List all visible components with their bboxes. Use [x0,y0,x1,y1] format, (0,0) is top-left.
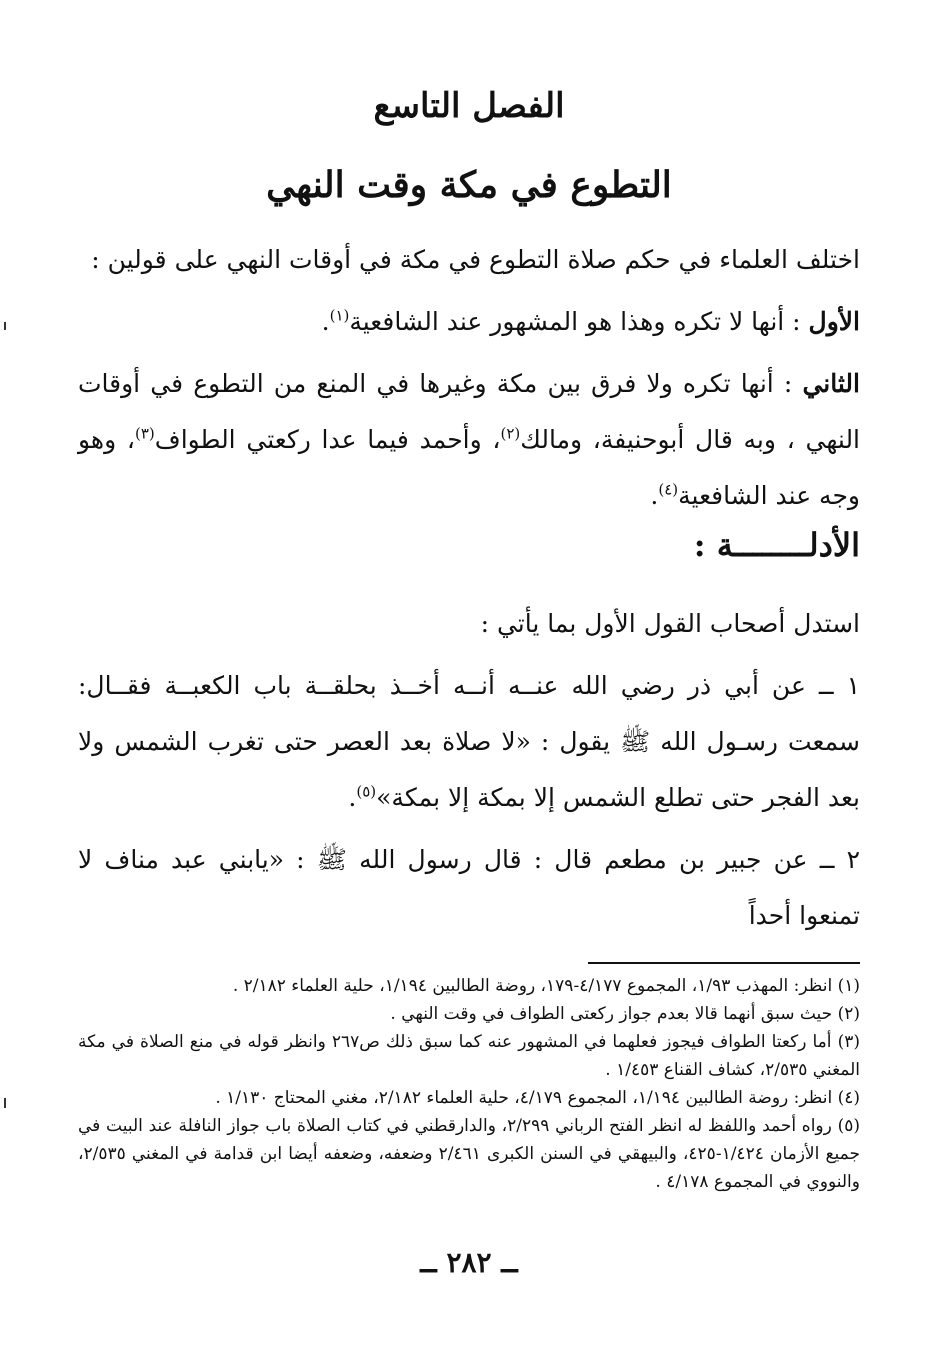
first-opinion-label: الأول [808,307,860,336]
evidence-heading: الأدلــــــــة : [693,526,860,564]
footnote-divider [588,962,860,964]
footnote-ref: (١) [329,306,350,325]
second-opinion: الثاني : أنها تكره ولا فرق بين مكة وغيرها في المنع من التطوع في أوقات النهي ، وبه قال أبوحنيفة، ومالك$^{(٢)}$، وأحمد فيما عدا ركعتي الطواف$^{(٣)}$، وهو وجه عند الشافعية$^{(٤)}$. [78,369,861,510]
first-opinion: الأول : أنها لا تكره وهذا هو المشهور عند الشافعية$^{(١)}$. [321,306,860,336]
footnote: (٥) رواه أحمد واللفظ له انظر الفتح الرباني ٢/٢٩٩، والدارقطني في كتاب الصلاة باب جواز النافلة عند البيت في جميع الأزمان ١/٤٢٤-٤٢٥، والبيهقي في السنن الكبرى ٢/٤٦١ وضعفه، وضعفه أيضا ابن قدامة في المغني ٢/٥٣٥، والنووي في المجموع ٤/١٧٨ . [78,1116,860,1192]
scan-mark [4,1098,6,1108]
page-number: ــ ٢٨٢ ــ [420,1246,518,1279]
footnotes [78,972,860,1196]
intro-paragraph: اختلف العلماء في حكم صلاة التطوع في مكة في أوقات النهي على قولين : [91,245,860,274]
evidence-block [78,596,860,950]
second-opinion-label: الثاني [802,369,860,398]
scan-mark [4,322,6,330]
chapter-title: الفصل التاسع [373,86,565,126]
footnote-ref: (٥) [356,782,377,801]
footnote: (١) انظر: المهذب ١/٩٣، المجموع ٤/١٧٧-١٧٩، روضة الطالبين ١/١٩٤، حلية العلماء ٢/١٨٢ . [232,976,860,996]
footnote-ref: (٤) [658,480,679,499]
section-title: التطوع في مكة وقت النهي [266,164,672,206]
footnote-ref: (٢) [500,424,521,443]
footnote: (٤) انظر: روضة الطالبين ١/١٩٤، المجموع ٤/١٧٩، حلية العلماء ٢/١٨٢، مغني المحتاج ١/١٣٠ . [215,1088,860,1108]
opinions-block [78,232,860,530]
hadith-2: ٢ ــ عن جبير بن مطعم قال : قال رسول الله ﷺ : «يابني عبد مناف لا تمنعوا أحداً [78,845,860,930]
footnote: (٢) حيث سبق أنهما قالا بعدم جواز ركعتى الطواف في وقت النهي . [390,1004,860,1024]
evidence-intro: استدل أصحاب القول الأول بما يأتي : [480,609,860,638]
hadith-1: ١ ــ عن أبي ذر رضي الله عنــه أنــه أخــذ بحلقــة باب الكعبــة فقــال: سمعت رسـول الله ﷺ يقول : «لا صلاة بعد العصر حتى تغرب الشمس ولا بعد الفجر حتى تطلع الشمس إلا بمكة إلا بمكة»$^{(٥)}$. [78,671,860,812]
footnote-ref: (٣) [135,424,155,443]
footnote: (٣) أما ركعتا الطواف فيجوز فعلهما في المشهور عنه كما سبق ذلك ص٢٦٧ وانظر قوله في منع الصلاة في مكة المغني ٢/٥٣٥، كشاف القناع ١/٤٥٣ . [78,1032,860,1080]
